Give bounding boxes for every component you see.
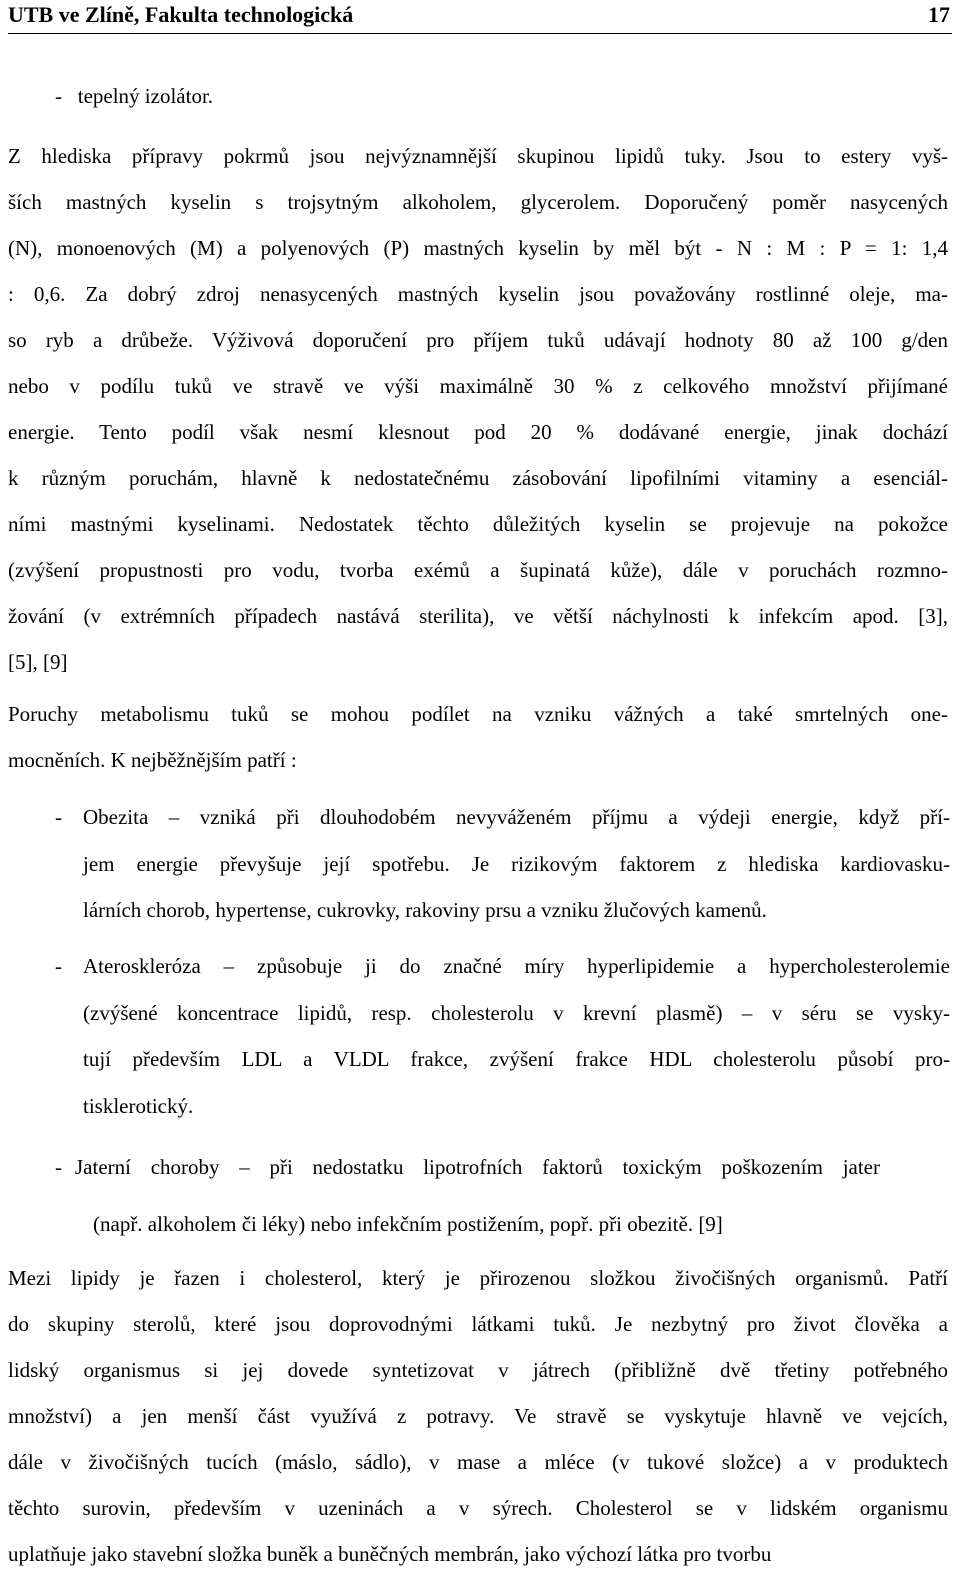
text-line: ními mastnými kyselinami. Nedostatek těchto důležitých kyselin se projevuje na pokožce (8, 512, 948, 536)
text-line: (zvýšení propustnosti pro vodu, tvorba exémů a šupinatá kůže), dále v poruchách rozmno- (8, 558, 948, 582)
text-line: množství) a jen menší část využívá z potravy. Ve stravě se vyskytuje hlavně ve vejcích, (8, 1404, 948, 1428)
text-line: energie. Tento podíl však nesmí klesnout pod 20 % dodávané energie, jinak dochází (8, 420, 948, 444)
list-item-line: tisklerotický. (83, 1093, 194, 1118)
paragraph-disorders (8, 691, 948, 783)
paragraph-fats (8, 133, 948, 685)
text-line: so ryb a drůbeže. Výživová doporučení pro příjem tuků udávají hodnoty 80 až 100 g/den (8, 328, 948, 352)
text-line: : 0,6. Za dobrý zdroj nenasycených mastných kyselin jsou považovány rostlinné oleje, ma- (8, 282, 948, 306)
text-line: dále v živočišných tucích (máslo, sádlo), v mase a mléce (v tukové složce) a v produktech (8, 1450, 948, 1474)
text-line: ších mastných kyselin s trojsytným alkoholem, glycerolem. Doporučený poměr nasycených (8, 190, 948, 214)
page-header (8, 0, 952, 34)
header-title: UTB ve Zlíně, Fakulta technologická (8, 2, 354, 27)
list-item-line: tují především LDL a VLDL frakce, zvýšení frakce HDL cholesterolu působí pro- (83, 1047, 950, 1071)
list-dash: - (55, 1155, 62, 1179)
text-line: Z hlediska přípravy pokrmů jsou nejvýznamnější skupinou lipidů tuky. Jsou to estery vyš- (8, 144, 948, 168)
text-line: Mezi lipidy je řazen i cholesterol, který je přirozenou složkou živočišných organismů. Patří (8, 1266, 948, 1290)
text-line: žování (v extrémních případech nastává sterilita), ve větší náchylnosti k infekcím apod. [3], (8, 604, 948, 628)
list-item-line: (zvýšené koncentrace lipidů, resp. cholesterolu v krevní plasmě) – v séru se vysky- (83, 1000, 950, 1025)
list-item-line: Ateroskleróza – způsobuje ji do značné míry hyperlipidemie a hypercholesterolemie (83, 954, 950, 978)
list-item-line: Obezita – vzniká při dlouhodobém nevyváženém příjmu a výdeji energie, když pří- (83, 805, 950, 829)
list-item-line: (např. alkoholem či léky) nebo infekčním postižením, popř. při obezitě. [9] (93, 1212, 723, 1236)
text-line: uplatňuje jako stavební složka buněk a buněčných membrán, jako výchozí látka pro tvorbu (8, 1542, 772, 1566)
text-line: těchto surovin, především v uzeninách a v sýrech. Cholesterol se v lidském organismu (8, 1496, 948, 1520)
text-line: lidský organismus si jej dovede syntetizovat v játrech (přibližně dvě třetiny potřebného (8, 1358, 948, 1382)
list-item-text: - tepelný izolátor. (55, 84, 214, 108)
list-item-line: Jaterní choroby – při nedostatku lipotrofních faktorů toxickým poškozením jater (75, 1155, 880, 1179)
text-line: k různým poruchám, hlavně k nedostatečnému zásobování lipofilními vitaminy a esenciál- (8, 466, 948, 490)
text-line: (N), monoenových (M) a polyenových (P) mastných kyselin by měl být - N : M : P = 1: 1,4 (8, 236, 948, 260)
text-line: Poruchy metabolismu tuků se mohou podílet na vzniku vážných a také smrtelných one- (8, 702, 948, 726)
list-dash: - (55, 954, 62, 978)
text-line: do skupiny sterolů, které jsou doprovodnými látkami tuků. Je nezbytný pro život člověka a (8, 1312, 948, 1336)
paragraph-cholesterol (8, 1255, 948, 1577)
text-line: [5], [9] (8, 650, 68, 674)
text-line: mocněních. K nejběžnějším patří : (8, 748, 297, 772)
list-dash: - (55, 805, 62, 829)
page-number: 17 (928, 2, 950, 27)
list-item-line: jem energie převyšuje její spotřebu. Je rizikovým faktorem z hlediska kardiovasku- (83, 851, 950, 876)
list-item-line: lárních chorob, hypertense, cukrovky, rakoviny prsu a vzniku žlučových kamenů. (83, 898, 767, 922)
list-item-insulator (55, 73, 213, 120)
text-line: nebo v podílu tuků ve stravě ve výši maximálně 30 % z celkového množství přijímané (8, 374, 948, 398)
